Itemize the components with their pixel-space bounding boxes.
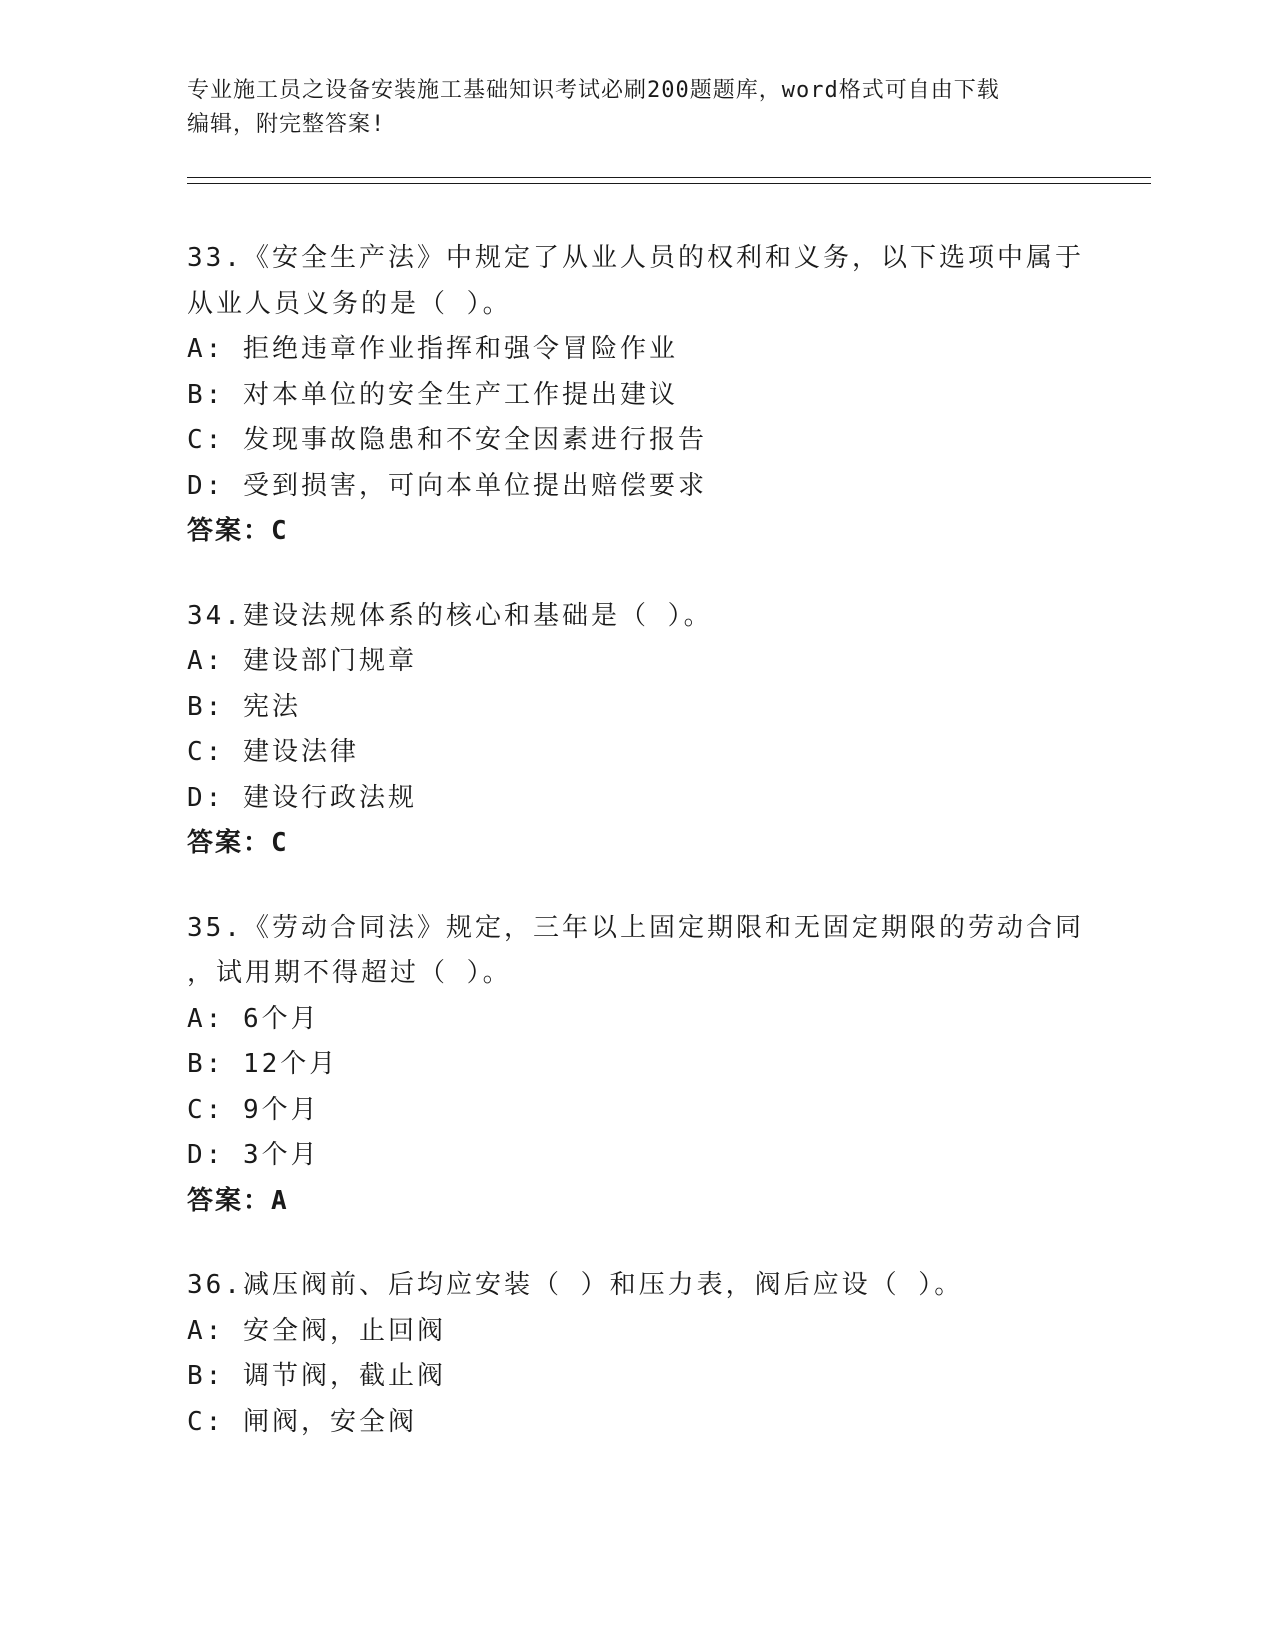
question-stem xyxy=(187,594,1087,640)
question-stem-line: 35.《劳动合同法》规定，三年以上固定期限和无固定期限的劳动合同 xyxy=(187,912,1084,943)
answer-label: 答案：C xyxy=(187,516,289,546)
question-stem-line: ，试用期不得超过（ ）。 xyxy=(187,958,512,988)
header-line-2: 编辑，附完整答案! xyxy=(187,112,386,137)
option-b: B: 调节阀，截止阀 xyxy=(187,1361,446,1391)
question-stem xyxy=(187,1263,1087,1309)
question-36 xyxy=(187,1263,1087,1445)
option-c: C: 9个月 xyxy=(187,1094,320,1125)
option-b: B: 宪法 xyxy=(187,691,301,722)
option-c: C: 闸阀，安全阀 xyxy=(187,1406,417,1437)
option-a: A: 拒绝违章作业指挥和强令冒险作业 xyxy=(187,334,678,364)
answer-label: 答案：A xyxy=(187,1185,289,1216)
option-d: D: 3个月 xyxy=(187,1140,320,1170)
header-divider-top xyxy=(187,177,1151,178)
option-b: B: 对本单位的安全生产工作提出建议 xyxy=(187,379,678,410)
question-33 xyxy=(187,236,1087,555)
option-a: A: 安全阀，止回阀 xyxy=(187,1315,446,1346)
question-stem-line: 36.减压阀前、后均应安装（ ）和压力表，阀后应设（ ）。 xyxy=(187,1270,964,1300)
question-34 xyxy=(187,594,1087,867)
question-35 xyxy=(187,906,1087,1225)
option-d: D: 建设行政法规 xyxy=(187,782,417,813)
option-a: A: 建设部门规章 xyxy=(187,646,417,676)
option-a: A: 6个月 xyxy=(187,1003,320,1034)
header-divider-bottom xyxy=(187,183,1151,184)
question-stem xyxy=(187,906,1087,997)
question-stem-line: 33.《安全生产法》中规定了从业人员的权利和义务，以下选项中属于 xyxy=(187,243,1084,273)
question-stem xyxy=(187,236,1087,327)
option-c: C: 建设法律 xyxy=(187,737,359,767)
option-c: C: 发现事故隐患和不安全因素进行报告 xyxy=(187,425,707,455)
document-header xyxy=(187,74,1087,142)
option-d: D: 受到损害，可向本单位提出赔偿要求 xyxy=(187,470,707,501)
question-stem-line: 从业人员义务的是（ ）。 xyxy=(187,288,512,319)
question-stem-line: 34.建设法规体系的核心和基础是（ ）。 xyxy=(187,600,713,631)
question-list xyxy=(187,236,1087,1484)
header-line-1: 专业施工员之设备安装施工基础知识考试必刷200题题库，word格式可自由下载 xyxy=(187,78,1000,103)
answer-label: 答案：C xyxy=(187,828,289,858)
option-b: B: 12个月 xyxy=(187,1049,339,1079)
